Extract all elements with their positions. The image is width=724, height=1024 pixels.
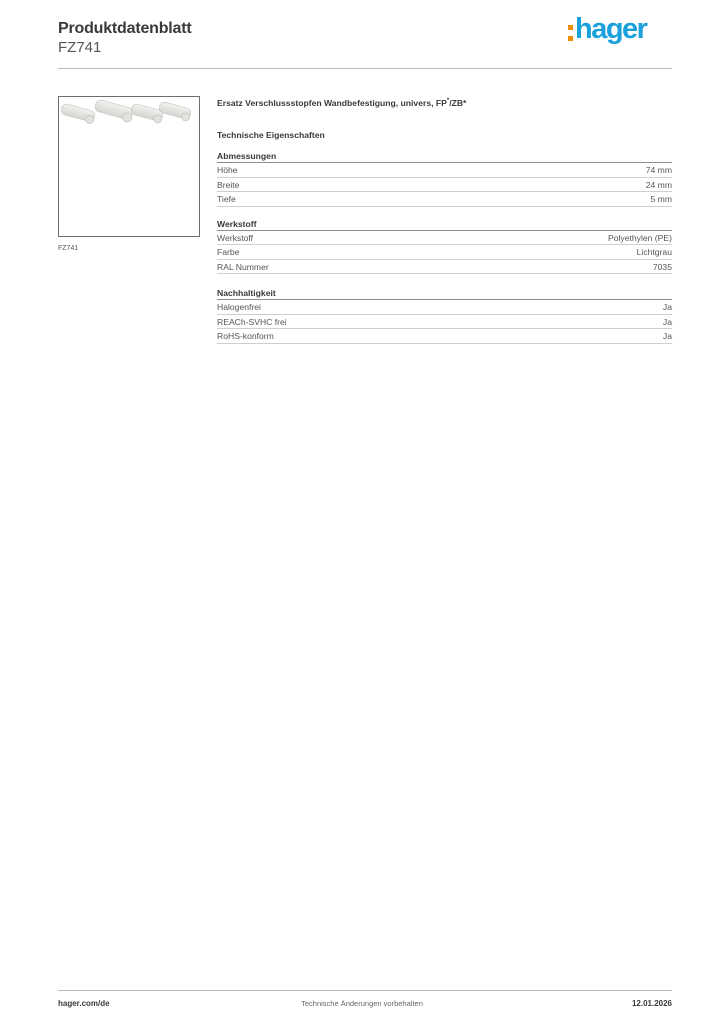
property-label: Breite <box>217 179 240 190</box>
description-text-end: /ZB* <box>449 97 467 108</box>
image-caption: FZ741 <box>58 245 79 252</box>
property-value: Lichtgrau <box>636 247 672 257</box>
product-code: FZ741 <box>58 39 102 56</box>
property-row <box>217 163 672 178</box>
property-value: 74 mm <box>645 165 672 175</box>
hager-logo <box>566 14 658 48</box>
property-row <box>217 260 672 275</box>
property-value: 7035 <box>652 261 672 272</box>
logo-dot-bottom <box>568 36 573 41</box>
property-label: Halogenfrei <box>217 302 261 312</box>
property-group-material <box>217 218 672 275</box>
property-row <box>217 329 672 344</box>
plug-piece <box>130 103 164 124</box>
property-group-dimensions <box>217 150 672 207</box>
product-image <box>58 96 200 237</box>
plug-piece <box>93 99 134 123</box>
plug-piece <box>158 101 192 122</box>
footer-website-link[interactable]: hager.com/de <box>58 999 110 1008</box>
property-label: RoHS-konform <box>217 331 274 341</box>
description-superscript: * <box>446 98 450 104</box>
logo-dot-top <box>568 25 573 30</box>
page-title: Produktdatenblatt <box>58 20 192 37</box>
product-description <box>217 96 672 112</box>
property-label: Höhe <box>217 165 238 175</box>
plug-piece <box>60 103 96 124</box>
property-value: 24 mm <box>645 179 672 190</box>
property-value: Ja <box>662 331 672 341</box>
property-value: Ja <box>662 302 672 312</box>
property-row <box>217 245 672 260</box>
property-row <box>217 300 672 315</box>
properties-title: Technische Eigenschaften <box>217 130 325 140</box>
footer-note: Technische Änderungen vorbehalten <box>301 999 423 1008</box>
group-title: Werkstoff <box>217 218 672 231</box>
property-row <box>217 178 672 193</box>
property-value: 5 mm <box>650 194 672 204</box>
group-title: Nachhaltigkeit <box>217 287 672 300</box>
property-value: Ja <box>662 316 672 327</box>
product-details <box>217 96 672 344</box>
property-row <box>217 315 672 330</box>
closing-plugs-image <box>59 97 199 236</box>
footer-date: 12.01.2026 <box>631 999 672 1008</box>
property-row <box>217 231 672 246</box>
property-label: Werkstoff <box>217 232 253 243</box>
footer-divider <box>58 990 672 991</box>
property-label: Farbe <box>217 247 240 257</box>
property-label: Tiefe <box>217 194 236 204</box>
property-value: Polyethylen (PE) <box>607 232 672 243</box>
property-label: REACh-SVHC frei <box>217 316 287 327</box>
header-divider <box>58 68 672 69</box>
logo-wordmark: hager <box>575 13 647 45</box>
property-row <box>217 192 672 207</box>
property-label: RAL Nummer <box>217 261 269 272</box>
group-title: Abmessungen <box>217 150 672 163</box>
property-group-sustainability <box>217 287 672 344</box>
description-text: Ersatz Verschlussstopfen Wandbefestigung, univers, FP <box>217 97 447 108</box>
